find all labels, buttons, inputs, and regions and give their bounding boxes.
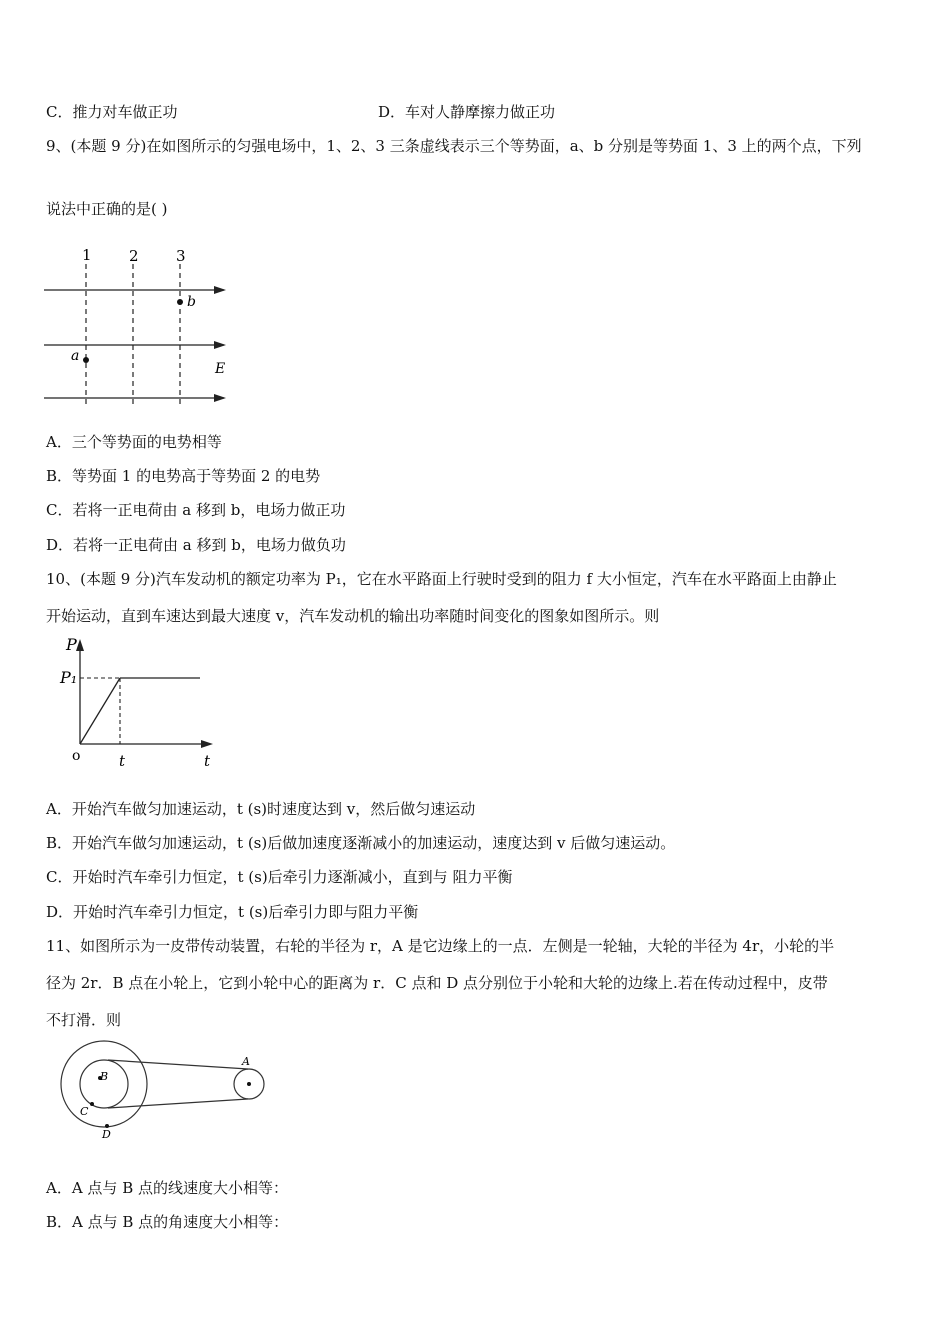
field-line-middle-arrow (214, 341, 226, 349)
q9-option-a: A．三个等势面的电势相等 (46, 433, 222, 451)
q11-option-a: A．A 点与 B 点的线速度大小相等： (46, 1179, 288, 1197)
q10-stem-line2: 开始运动，直到车速达到最大速度 v，汽车发动机的输出功率随时间变化的图象如图所示。则 (46, 607, 660, 625)
label-B: B (100, 1070, 109, 1083)
label-3: 3 (176, 247, 186, 265)
q9-stem-line2: 说法中正确的是( ) (46, 200, 168, 218)
q11-stem-line1: 11、如图所示为一皮带传动装置，右轮的半径为 r，A 是它边缘上的一点．左侧是一轮轴，大轮的半径为 4r，小轮的半 (46, 937, 835, 955)
label-1: 1 (82, 246, 92, 264)
point-A (247, 1082, 251, 1086)
large-wheel (61, 1041, 147, 1127)
label-t-axis: t (204, 752, 211, 770)
point-C (90, 1102, 94, 1106)
field-line-top-arrow (214, 286, 226, 294)
label-C: C (80, 1105, 89, 1118)
q10-power-time-graph (58, 634, 228, 774)
q9-stem-line1: 9、(本题 9 分)在如图所示的匀强电场中，1、2、3 三条虚线表示三个等势面，a、b 分别是等势面 1、3 上的两个点，下列 (46, 137, 862, 155)
q9-option-d: D．若将一正电荷由 a 移到 b，电场力做负功 (46, 536, 346, 554)
label-P: P (66, 635, 77, 654)
q10-stem-line1: 10、(本题 9 分)汽车发动机的额定功率为 P₁，它在水平路面上行驶时受到的阻力 f 大小恒定，汽车在水平路面上由静止 (46, 570, 837, 588)
q9-option-c: C．若将一正电荷由 a 移到 b，电场力做正功 (46, 501, 346, 519)
label-a: a (71, 348, 80, 364)
q11-stem-line2: 径为 2r．B 点在小轮上，它到小轮中心的距离为 r．C 点和 D 点分别位于小轮和大轮的边缘上.若在传动过程中，皮带 (46, 974, 828, 992)
label-A: A (242, 1055, 250, 1068)
q11-option-b: B．A 点与 B 点的角速度大小相等： (46, 1213, 289, 1231)
label-origin: o (72, 748, 81, 764)
label-D: D (102, 1128, 111, 1141)
q9-option-b: B．等势面 1 的电势高于等势面 2 的电势 (46, 467, 321, 485)
q10-option-a: A．开始汽车做匀加速运动，t (s)时速度达到 v，然后做匀速运动 (46, 800, 476, 818)
q11-stem-line3: 不打滑．则 (46, 1011, 122, 1029)
q11-belt-drive-figure (52, 1038, 272, 1148)
label-E: E (215, 361, 226, 377)
point-b (177, 299, 183, 305)
p-axis-arrow (76, 639, 84, 651)
label-t-mark: t (119, 752, 126, 770)
power-rising-segment (80, 678, 120, 744)
small-wheel (80, 1060, 128, 1108)
label-b: b (187, 294, 196, 310)
q10-option-b: B．开始汽车做匀加速运动，t (s)后做加速度逐渐减小的加速运动，速度达到 v 后做匀速运动。 (46, 834, 676, 852)
label-P1: P₁ (60, 668, 78, 687)
q9-electric-field-figure (40, 240, 240, 410)
belt-bottom (108, 1099, 248, 1108)
t-axis-arrow (201, 740, 213, 748)
q8-option-c: C．推力对车做正功 (46, 103, 178, 121)
q10-option-d: D．开始时汽车牵引力恒定，t (s)后牵引力即与阻力平衡 (46, 903, 419, 921)
q10-option-c: C．开始时汽车牵引力恒定，t (s)后牵引力逐渐减小，直到与 阻力平衡 (46, 868, 513, 886)
point-a (83, 357, 89, 363)
belt-top (108, 1060, 248, 1069)
label-2: 2 (129, 247, 139, 265)
q8-option-d: D．车对人静摩擦力做正功 (378, 103, 556, 121)
field-line-bottom-arrow (214, 394, 226, 402)
